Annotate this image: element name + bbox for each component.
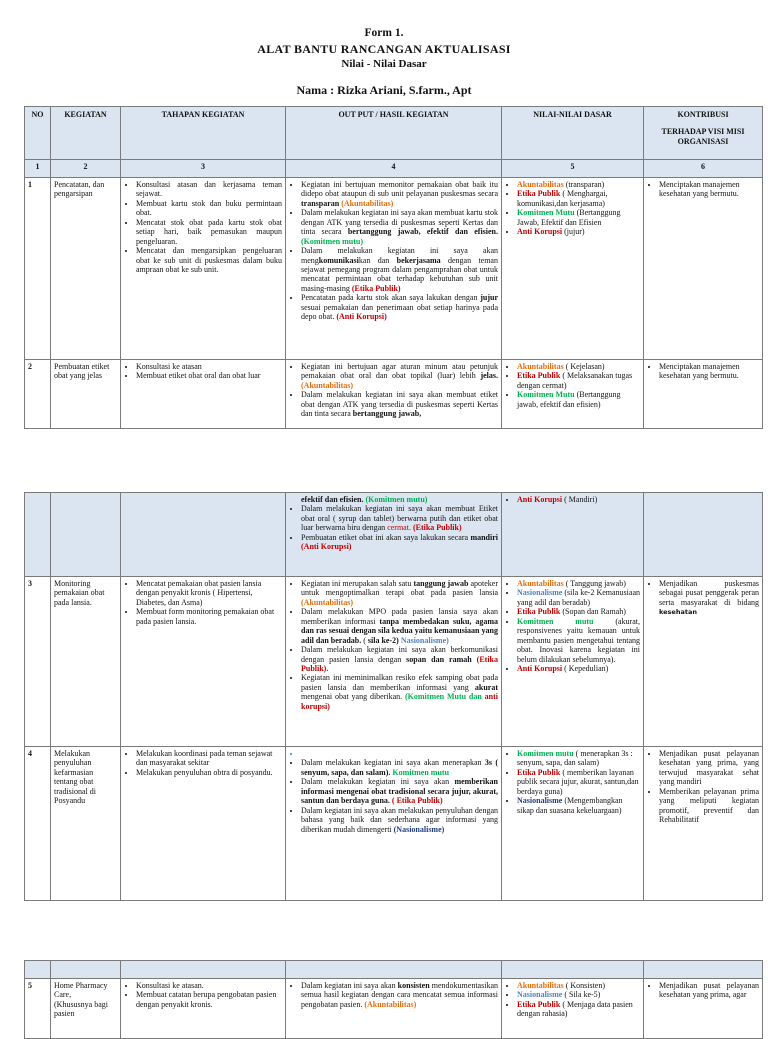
table-row xyxy=(25,577,763,747)
nilai-item: • Komitmen mutu (akurat, responsivenes yaitu kemauan untuk membantu pasien mengetahui tentang obat. Inovasi karena kegiatan ini belum dilakukan sebelumnya). xyxy=(517,617,640,664)
output-cell xyxy=(286,493,502,577)
output-item: • Dalam melakukan kegiatan ini saya akan mengkomunikasikan dan bekerjasama dengan teman sejawat pemegang program dalam pengamprahan obat untuk mencatat permintaan obat terhadap kebutuhan sub unit masing-masing (Etika Publik) xyxy=(301,246,498,293)
kontribusi-cell xyxy=(644,360,763,429)
kontribusi-item: • Memberikan pelayanan prima yang meliputi kegiatan promotif, preventif dan Rehabilitatif xyxy=(659,787,759,825)
actualization-table-part-3 xyxy=(24,960,763,1039)
header-nilai: NILAI-NILAI DASAR xyxy=(502,107,644,160)
row-number: 1 xyxy=(25,178,51,360)
actualization-table-part-2 xyxy=(24,492,763,901)
tahapan-item: • Konsultasi atasan dan kerjasama teman sejawat. xyxy=(136,180,282,199)
output-item: • Pencatatan pada kartu stok akan saya lakukan dengan jujur sesuai pemakaian dan penerimaan obat setiap harinya pada depo obat. (Anti Korupsi) xyxy=(301,293,498,321)
row-number: 4 xyxy=(25,747,51,901)
header-kontribusi-title: KONTRIBUSI xyxy=(677,110,729,119)
column-number-row xyxy=(25,160,763,178)
author-name: Nama : Rizka Ariani, S.farm., Apt xyxy=(296,83,472,97)
output-item: • Kegiatan ini bertujuan agar aturan minum atau petunjuk pemakaian obat oral dan obat topikal (luar) lebih jelas. (Akuntabilitas) xyxy=(301,362,498,390)
header-tahapan: TAHAPAN KEGIATAN xyxy=(121,107,286,160)
nilai-cell xyxy=(502,747,644,901)
output-item-empty xyxy=(301,749,498,758)
row-number: 5 xyxy=(25,979,51,1039)
header-kontribusi xyxy=(644,107,763,160)
output-item: • Dalam melakukan kegiatan ini saya akan membuat kartu stok dengan ATK yang tersedia di puskesmas seperti Kertas dan tinta secara bertanggung jawab, efektif dan efisien. (Komitmen mutu) xyxy=(301,208,498,246)
column-number: 3 xyxy=(121,160,286,178)
output-item: • Pembuatan etiket obat ini akan saya lakukan secara mandiri (Anti Korupsi) xyxy=(301,533,498,552)
output-cell xyxy=(286,577,502,747)
output-item: • Dalam melakukan kegiatan ini saya akan membuat etiket obat dengan ATK yang tersedia di puskesmas seperti Kertas dan tinta secara bertanggung jawab, xyxy=(301,390,498,418)
tahapan-item: • Konsultasi ke atasan xyxy=(136,362,282,371)
column-number: 1 xyxy=(25,160,51,178)
output-item: • Dalam kegiatan ini saya akan melakukan penyuluhan dengan bahasa yang baik dan sederhana agar informasi yang diberikan mudah dimengerti (Nasionalisme) xyxy=(301,806,498,834)
nilai-item: • Etika Publik ( Melaksanakan tugas dengan cermat) xyxy=(517,371,640,390)
kegiatan-cell: Pencatatan, dan pengarsipan xyxy=(51,178,121,360)
tahapan-item: • Membuat catatan berupa pengobatan pasien dengan penyakit kronis. xyxy=(136,990,282,1009)
nilai-cell xyxy=(502,178,644,360)
nilai-item: • Akuntabilitas ( Tanggung jawab) xyxy=(517,579,640,588)
nilai-item: • Akuntabilitas (transparan) xyxy=(517,180,640,189)
kontribusi-item: • Menjadikan pusat pelayanan kesehatan yang prima, agar xyxy=(659,981,759,1000)
table-row xyxy=(25,979,763,1039)
document-subtitle: Nilai - Nilai Dasar xyxy=(341,58,427,70)
table-row xyxy=(25,178,763,360)
column-number: 5 xyxy=(502,160,644,178)
nilai-cell xyxy=(502,577,644,747)
nilai-item: • Etika Publik ( memberikan layanan publik secara jujur, akurat, santun,dan berdaya guna) xyxy=(517,768,640,796)
output-item: • Dalam kegiatan ini saya akan konsisten mendokumentasikan semua hasil kegiatan dengan cara mencatat semua informasi pengobatan pasien. (Akuntabilitas) xyxy=(301,981,498,1009)
kontribusi-item: • Menjadikan pusat pelayanan kesehatan yang prima, yang terwujud masyarakat sehat yang mandiri xyxy=(659,749,759,787)
header-kegiatan: KEGIATAN xyxy=(51,107,121,160)
output-item: • Kegiatan ini bertujuan memonitor pemakaian obat baik itu didepo obat ataupun di sub unit pelayanan puskesmas secara transparan (Akuntabilitas) xyxy=(301,180,498,208)
tahapan-cell xyxy=(121,178,286,360)
row-number: 2 xyxy=(25,360,51,429)
column-number: 6 xyxy=(644,160,763,178)
row-number: 3 xyxy=(25,577,51,747)
nilai-item: • Anti Korupsi ( Mandiri) xyxy=(517,495,640,504)
spacer-cell xyxy=(51,961,121,979)
actualization-table-part-1 xyxy=(24,106,763,429)
kegiatan-cell: Monitoring pemakaian obat pada lansia. xyxy=(51,577,121,747)
kontribusi-cell xyxy=(644,577,763,747)
tahapan-cell xyxy=(121,360,286,429)
tahapan-item: • Membuat kartu stok dan buku permintaan obat. xyxy=(136,199,282,218)
output-item: • Kegiatan ini merupakan salah satu tanggung jawab apoteker untuk mengoptimalkan terapi obat pada pasien lansia (Akuntabilitas) xyxy=(301,579,498,607)
output-cell xyxy=(286,979,502,1039)
form-number: Form 1. xyxy=(364,27,404,39)
tahapan-item: • Melakukan penyuluhan obtra di posyandu. xyxy=(136,768,282,777)
nilai-item: • Nasionalisme (sila ke-2 Kemanusiaan yang adil dan beradab) xyxy=(517,588,640,607)
tahapan-item: • Mencatat dan mengarsipkan pengeluaran obat ke sub unit di puskesmas dalam buku ampraan obat ke sub unit. xyxy=(136,246,282,274)
kegiatan-cell: Pembuatan etiket obat yang jelas xyxy=(51,360,121,429)
nilai-item: • Etika Publik ( Menghargai, komunikasi,dan kerjasama) xyxy=(517,189,640,208)
header-output: OUT PUT / HASIL KEGIATAN xyxy=(286,107,502,160)
document-title: ALAT BANTU RANCANGAN AKTUALISASI xyxy=(257,42,511,56)
nilai-item: • Anti Korupsi (jujur) xyxy=(517,227,640,236)
spacer-cell xyxy=(286,961,502,979)
column-number: 2 xyxy=(51,160,121,178)
kontribusi-cell xyxy=(644,747,763,901)
table-header-row xyxy=(25,107,763,160)
row-number xyxy=(25,493,51,577)
table-header-spacer-row xyxy=(25,961,763,979)
output-cell xyxy=(286,178,502,360)
nilai-item: • Anti Korupsi ( Kepedulian) xyxy=(517,664,640,673)
nilai-cell xyxy=(502,979,644,1039)
spacer-cell xyxy=(25,961,51,979)
kegiatan-cell xyxy=(51,493,121,577)
nilai-item: • Nasionalisme ( Sila ke-5) xyxy=(517,990,640,999)
output-continued: efektif dan efisien. (Komitmen mutu) xyxy=(301,495,428,504)
tahapan-item: • Mencatat pemakaian obat pasien lansia dengan penyakit kronis ( Hipertensi, Diabetes, dan Asma) xyxy=(136,579,282,607)
output-cell xyxy=(286,747,502,901)
kontribusi-cell xyxy=(644,493,763,577)
nilai-item: • Komitmen Mutu (Bertanggung Jawab, Efektif dan Efisien xyxy=(517,208,640,227)
tahapan-item: • Mencatat stok obat pada kartu stok obat setiap hari, baik pemasukan maupun pengeluaran. xyxy=(136,218,282,246)
output-item: • Dalam melakukan MPO pada pasien lansia saya akan memberikan informasi tanpa membedakan suku, agama dan ras sesuai dengan sila kedua yaitu kemanusiaan yang adil dan beradab. ( sila ke-2) Nasionalisme) xyxy=(301,607,498,645)
nilai-cell xyxy=(502,493,644,577)
nilai-cell xyxy=(502,360,644,429)
kontribusi-item: • Menciptakan manajemen kesehatan yang bermutu. xyxy=(659,180,759,199)
output-cell xyxy=(286,360,502,429)
tahapan-cell xyxy=(121,577,286,747)
tahapan-cell xyxy=(121,979,286,1039)
output-item: • Dalam melakukan kegiatan ini saya akan berkomunikasi dengan pasien lansia dengan sopan dan ramah (Etika Publik). xyxy=(301,645,498,673)
kontribusi-item: • Menjadikan puskesmas sebagai pusat penggerak peran serta masyarakat di bidang kesehatan xyxy=(659,579,759,617)
kegiatan-cell xyxy=(51,979,121,1039)
kegiatan-line: (Khususnya bagi pasien xyxy=(54,999,108,1019)
output-item: • Dalam melakukan kegiatan ini saya akan membuat Etiket obat oral ( syrup dan tablet) berwarna putih dan etiket obat luar berwarna biru dengan cermat. (Etika Publik) xyxy=(301,504,498,532)
table-row xyxy=(25,360,763,429)
nilai-item: • Akuntabilitas ( Kejelasan) xyxy=(517,362,640,371)
table-row xyxy=(25,747,763,901)
spacer-cell xyxy=(121,961,286,979)
nilai-item: • Akuntabilitas ( Konsisten) xyxy=(517,981,640,990)
output-item: • Dalam melakukan kegiatan ini saya akan memberikan informasi mengenai obat tradisional secara jujur, akurat, santun dan berdaya guna. ( Etika Publik) xyxy=(301,777,498,805)
kontribusi-cell xyxy=(644,979,763,1039)
tahapan-item: • Membuat etiket obat oral dan obat luar xyxy=(136,371,282,380)
spacer-cell xyxy=(502,961,644,979)
column-number: 4 xyxy=(286,160,502,178)
output-item: • Kegiatan ini meminimalkan resiko efek samping obat pada pasien lansia dan memberikan informasi yang akurat mengenai obat yang diberikan. (Komitmen Mutu dan anti korupsi) xyxy=(301,673,498,711)
tahapan-cell xyxy=(121,493,286,577)
nilai-item: • Komitmen Mutu (Bertanggung jawab, efektif dan efisien) xyxy=(517,390,640,409)
nilai-item: • Etika Publik ( Menjaga data pasien dengan rahasia) xyxy=(517,1000,640,1019)
header-kontribusi-subtitle: TERHADAP VISI MISI ORGANISASI xyxy=(661,127,745,146)
table-row-continued xyxy=(25,493,763,577)
kegiatan-line: Home Pharmacy Care, xyxy=(54,981,108,1000)
kontribusi-item: • Menciptakan manajemen kesehatan yang bermutu. xyxy=(659,362,759,381)
spacer-cell xyxy=(644,961,763,979)
nilai-item: • Komitmen mutu ( menerapkan 3s : senyum, sapa, dan salam) xyxy=(517,749,640,768)
tahapan-cell xyxy=(121,747,286,901)
kegiatan-cell: Melakukan penyuluhan kefarmasian tentang obat tradisional di Posyandu xyxy=(51,747,121,901)
output-item: • Dalam melakukan kegiatan ini saya akan menerapkan 3s ( senyum, sapa, dan salam). Komitmen mutu xyxy=(301,758,498,777)
nilai-item: • Nasionalisme (Mengembangkan sikap dan suasana kekeluargaan) xyxy=(517,796,640,815)
nilai-item: • Etika Publik (Sopan dan Ramah) xyxy=(517,607,640,616)
kontribusi-cell xyxy=(644,178,763,360)
tahapan-item: • Konsultasi ke atasan. xyxy=(136,981,282,990)
tahapan-item: • Membuat form monitoring pemakaian obat pada pasien lansia. xyxy=(136,607,282,626)
header-no: NO xyxy=(25,107,51,160)
tahapan-item: • Melakukan koordinasi pada teman sejawat dan masyarakat sekitar xyxy=(136,749,282,768)
